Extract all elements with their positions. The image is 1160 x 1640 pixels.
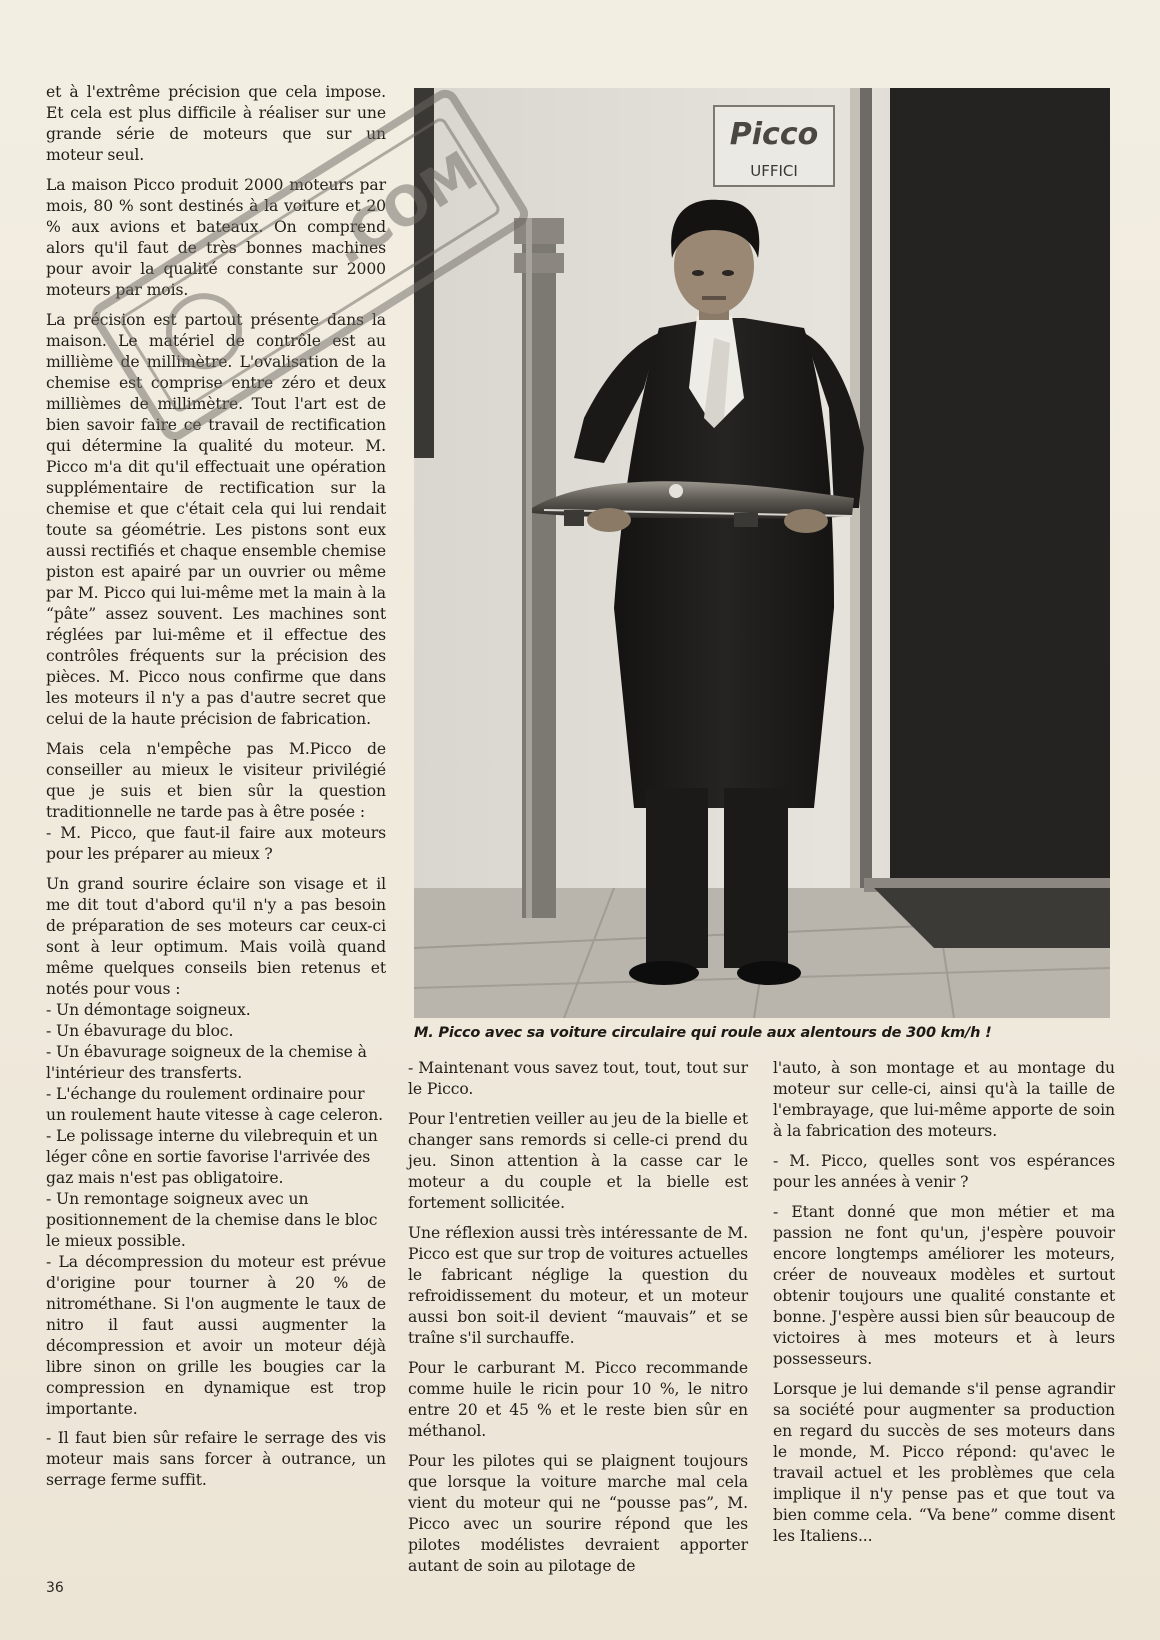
- paragraph: - Maintenant vous savez tout, tout, tout sur le Picco.: [408, 1059, 748, 1098]
- paragraph: Pour l'entretien veiller au jeu de la bielle et changer sans remords si celle-ci prend du jeu. Sinon attention à la casse car le moteur a du couple et la bielle est fortement sollicitée.: [408, 1110, 748, 1212]
- paragraph: Un grand sourire éclaire son visage et il me dit tout d'abord qu'il n'y a pas besoin de préparation de ses moteurs car ceux-ci sont à leur optimum. Mais voilà quand même quelques conseils bien retenus et notés pour vous :: [46, 875, 386, 998]
- watermark-text: .COM: [319, 138, 489, 278]
- article-column-2: [408, 1058, 748, 1586]
- tip-list-item: - Un remontage soigneux avec un positionnement de la chemise dans le bloc le mieux possible.: [46, 1190, 378, 1250]
- tip-list-item: - La décompression du moteur est prévue d'origine pour tourner à 20 % de nitrométhane. Si l'on augmente le taux de nitro il faut aussi augmenter la décompression et avoir un moteur déjà libre sinon on grille les bougies car la compression en dynamique est trop importante.: [46, 1253, 386, 1418]
- tip-list-item: - Un démontage soigneux.: [46, 1001, 251, 1019]
- tip-list-item: - Un ébavurage du bloc.: [46, 1022, 234, 1040]
- paragraph: Mais cela n'empêche pas M.Picco de conseiller au mieux le visiteur privilégié que je suis et bien sûr la question traditionnelle ne tarde pas à être posée :: [46, 740, 386, 821]
- paragraph-answer: - Etant donné que mon métier et ma passion ne font qu'un, j'espère pouvoir encore longtemps améliorer les moteurs, créer de nouveaux modèles et surtout obtenir toujours une qualité constante et bonne. J'espère aussi bien sûr beaucoup de victoires à mes moteurs et à leurs possesseurs.: [773, 1203, 1115, 1368]
- sign-logo-text: Picco: [729, 117, 819, 152]
- paragraph: La précision est partout présente dans la maison. Le matériel de contrôle est au millième de millimètre. L'ovalisation de la chemise est comprise entre zéro et deux millièmes de millimètre. Tout l'art est de bien savoir faire ce travail de rectification qui détermine la qualité du moteur. M. Picco m'a dit qu'il effectuait une opération supplémentaire de rectification sur la chemise et que c'était cela qui lui rendait toute sa géométrie. Les pistons sont eux aussi rectifiés et chaque ensemble chemise piston est apairé par un ouvrier ou même par M. Picco qui lui-même met la main à la “pâte” assez souvent. Les machines sont réglées par lui-même et il effectue des contrôles fréquents sur la précision des pièces. M. Picco nous confirme que dans les moteurs il n'y a pas d'autre secret que celui de la haute précision de fabrication.: [46, 311, 386, 728]
- paragraph: La maison Picco produit 2000 moteurs par mois, 80 % sont destinés à la voiture et 20 % aux avions et bateaux. On comprend alors qu'il faut de très bonnes machines pour avoir la qualité constante sur 2000 moteurs par mois.: [46, 176, 386, 299]
- paragraph: Pour le carburant M. Picco recommande comme huile le ricin pour 10 %, le nitro entre 20 et 45 % et le reste bien sûr en méthanol.: [408, 1359, 748, 1440]
- sign-uffici-text: UFFICI: [750, 162, 798, 180]
- tip-list-item: - Il faut bien sûr refaire le serrage des vis moteur mais sans forcer à outrance, un serrage ferme suffit.: [46, 1429, 386, 1489]
- paragraph-question: - M. Picco, que faut-il faire aux moteurs pour les préparer au mieux ?: [46, 824, 386, 863]
- paragraph: Lorsque je lui demande s'il pense agrandir sa société pour augmenter sa production en regard du succès de ses moteurs dans le monde, M. Picco répond: qu'avec le travail actuel et les problèmes que cela implique il n'y pense pas et que tout va bien comme cela. “Va bene” comme disent les Italiens...: [773, 1380, 1115, 1545]
- tip-list-item: - Le polissage interne du vilebrequin et un léger cône en sortie favorise l'arrivée des gaz mais n'est pas obligatoire.: [46, 1127, 378, 1187]
- tip-list-item: - Un ébavurage soigneux de la chemise à l'intérieur des transferts.: [46, 1043, 367, 1082]
- article-column-3: [773, 1058, 1115, 1556]
- paragraph-question: - M. Picco, quelles sont vos espérances pour les années à venir ?: [773, 1152, 1115, 1191]
- paragraph: Pour les pilotes qui se plaignent toujours que lorsque la voiture marche mal cela vient du moteur qui ne “pousse pas”, M. Picco avec un sourire répond que les pilotes modélistes devraient apporter autant de soin au pilotage de: [408, 1452, 748, 1575]
- tip-list-item: - L'échange du roulement ordinaire pour un roulement haute vitesse à cage celeron.: [46, 1085, 384, 1124]
- paragraph: Une réflexion aussi très intéressante de M. Picco est que sur trop de voitures actuelles le fabricant néglige la question du refroidissement du moteur, et un moteur aussi bon soit-il devient “mauvais” et se traîne s'il surchauffe.: [408, 1224, 748, 1347]
- article-column-1: [46, 82, 386, 1491]
- photo-caption: M. Picco avec sa voiture circulaire qui roule aux alentours de 300 km/h !: [414, 1025, 992, 1041]
- page-number: 36: [46, 1580, 64, 1596]
- paragraph: et à l'extrême précision que cela impose. Et cela est plus difficile à réaliser sur une grande série de moteurs que sur un moteur seul.: [46, 83, 386, 164]
- photo-m-picco: [414, 88, 1110, 1018]
- paragraph: l'auto, à son montage et au montage du moteur sur celle-ci, ainsi qu'à la taille de l'embrayage, que lui-même apporte de soin à la fabrication des moteurs.: [773, 1059, 1115, 1140]
